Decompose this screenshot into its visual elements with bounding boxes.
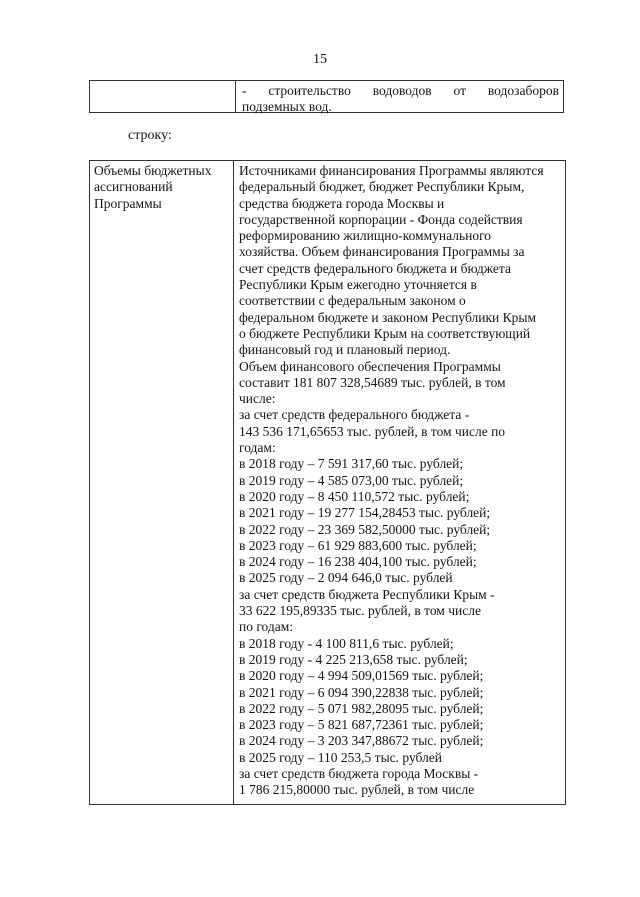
content-line: годам: (239, 440, 276, 456)
content-line: в 2018 году - 4 100 811,6 тыс. рублей; (239, 635, 454, 651)
top-row-word: водоводов (372, 83, 432, 98)
content-line: финансовый год и плановый период. (239, 342, 451, 358)
row-content (239, 163, 561, 799)
content-line: средства бюджета города Москвы и (239, 195, 445, 211)
top-row-word: строительство (268, 83, 351, 98)
content-line: в 2025 году – 110 253,5 тыс. рублей (239, 749, 443, 765)
page-number: 15 (313, 52, 327, 67)
top-row-word: водозаборов (487, 83, 559, 98)
top-row-line-1 (242, 83, 559, 99)
row-label-line: ассигнований (94, 179, 173, 195)
main-table (89, 160, 566, 805)
content-line: Объем финансового обеспечения Программы (239, 358, 501, 374)
content-line: в 2019 году - 4 225 213,658 тыс. рублей; (239, 651, 468, 667)
content-line: реформированию жилищно-коммунального (239, 228, 492, 244)
content-line: в 2020 году – 8 450 110,572 тыс. рублей; (239, 488, 470, 504)
content-line: в 2021 году – 6 094 390,22838 тыс. рублей; (239, 684, 484, 700)
content-line: в 2020 году – 4 994 509,01569 тыс. рублей; (239, 668, 484, 684)
row-label-line: Объемы бюджетных (94, 163, 212, 178)
content-line: в 2022 году – 5 071 982,28095 тыс. рублей; (239, 700, 484, 716)
content-line: федеральный бюджет, бюджет Республики Крым, (239, 179, 525, 195)
content-line: соответствии с федеральным законом о (239, 293, 466, 309)
content-line: 33 622 195,89335 тыс. рублей, в том числе (239, 603, 481, 619)
content-line: государственной корпорации - Фонда содействия (239, 211, 523, 227)
content-line: в 2019 году – 4 585 073,00 тыс. рублей; (239, 472, 464, 488)
top-row-word: от (453, 83, 467, 98)
content-line: в 2025 году – 2 094 646,0 тыс. рублей (239, 570, 453, 586)
main-table-divider (233, 161, 234, 804)
top-row-word: - (242, 83, 247, 98)
content-line: федеральном бюджете и законом Республики Крым (239, 309, 537, 325)
content-line: 143 536 171,65653 тыс. рублей, в том числе по (239, 423, 506, 439)
content-line: Республики Крым ежегодно уточняется в (239, 277, 477, 293)
content-line: счет средств федерального бюджета и бюджета (239, 260, 511, 276)
content-line: в 2021 году – 19 277 154,28453 тыс. рублей; (239, 505, 491, 521)
content-line: за счет средств бюджета Республики Крым - (239, 586, 495, 602)
content-line: о бюджете Республики Крым на соответствующий (239, 325, 531, 341)
content-line: Источниками финансирования Программы являются (239, 163, 544, 178)
content-line: хозяйства. Объем финансирования Программы за (239, 244, 525, 260)
content-line: 1 786 215,80000 тыс. рублей, в том числе (239, 782, 475, 798)
row-label-line: Программы (94, 195, 162, 211)
top-table-right-cell (242, 83, 559, 115)
content-line: за счет средств бюджета города Москвы - (239, 765, 479, 781)
row-label (94, 163, 230, 212)
content-line: составит 181 807 328,54689 тыс. рублей, в том (239, 374, 506, 390)
content-line: за счет средств федерального бюджета - (239, 407, 470, 423)
content-line: в 2024 году – 16 238 404,100 тыс. рублей; (239, 554, 477, 570)
top-table-divider (235, 81, 236, 112)
content-line: по годам: (239, 619, 294, 635)
content-line: числе: (239, 391, 276, 407)
content-line: в 2022 году – 23 369 582,50000 тыс. рублей; (239, 521, 491, 537)
content-line: в 2018 году – 7 591 317,60 тыс. рублей; (239, 456, 464, 472)
content-line: в 2023 году – 61 929 883,600 тыс. рублей; (239, 537, 477, 553)
content-line: в 2023 году – 5 821 687,72361 тыс. рублей; (239, 717, 484, 733)
top-row-line-2: подземных вод. (242, 99, 332, 114)
content-line: в 2024 году – 3 203 347,88672 тыс. рублей; (239, 733, 484, 749)
intro-text: строку: (128, 128, 172, 143)
top-table (89, 80, 564, 113)
